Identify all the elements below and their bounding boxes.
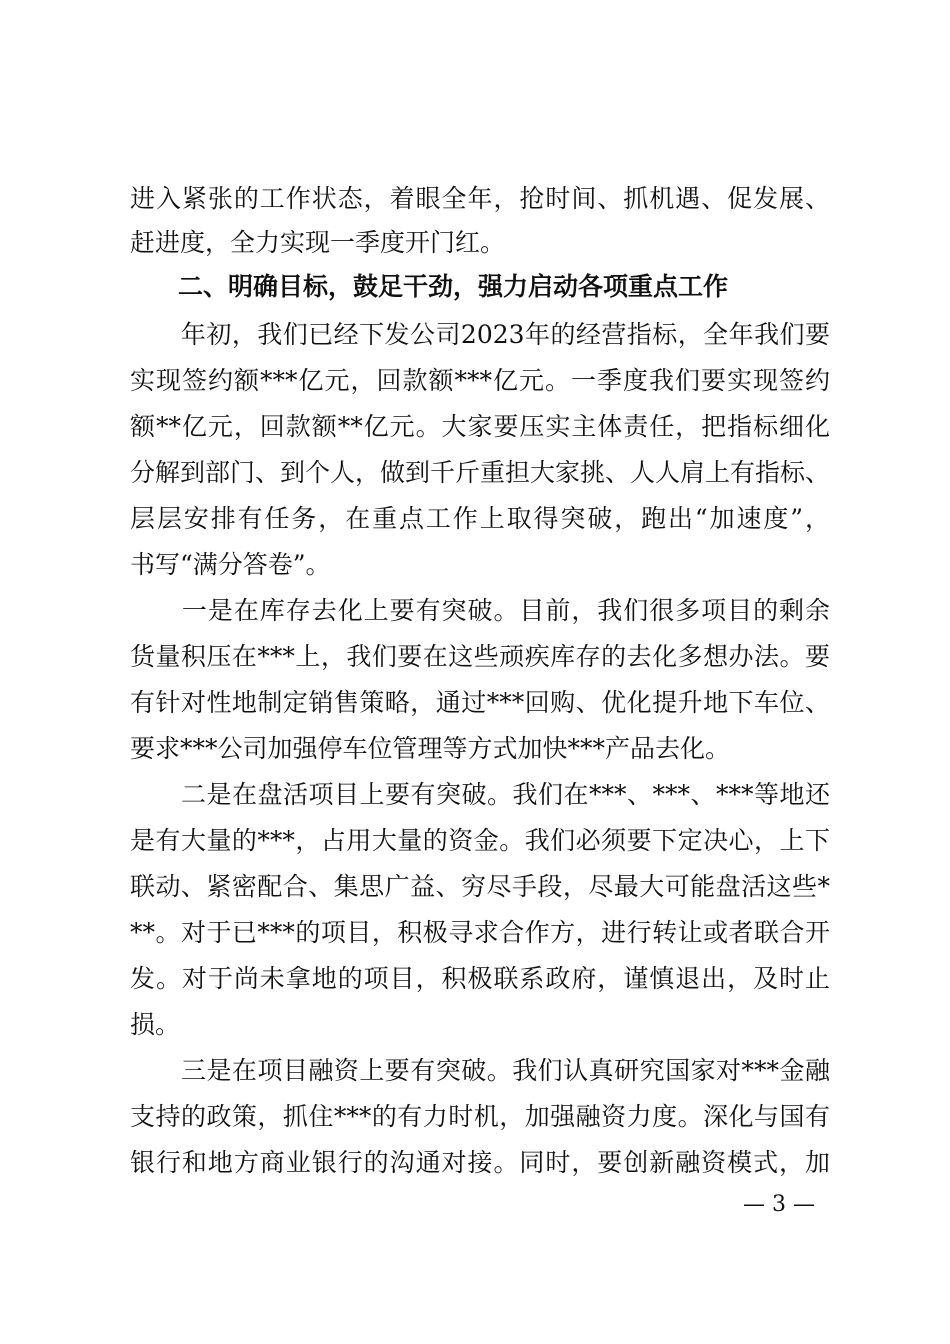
text-line-2: 赶进度，全力实现一季度开门红。 bbox=[130, 228, 506, 257]
text-line-5: 额**亿元，回款额**亿元。大家要压实主体责任，把指标细化 bbox=[130, 412, 830, 441]
section-heading: 二、明确目标，鼓足干劲，强力启动各项重点工作 bbox=[178, 272, 729, 301]
text-line-13: 二是在盘活项目上要有突破。我们在***、***、***等地还 bbox=[130, 780, 830, 809]
text-line-1: 进入紧张的工作状态，着眼全年，抢时间、抓机遇、促发展、 bbox=[130, 184, 830, 213]
text-line-10: 货量积压在***上，我们要在这些顽疾库存的去化多想办法。要 bbox=[130, 642, 830, 671]
text-line-14: 是有大量的***，占用大量的资金。我们必须要下定决心，上下 bbox=[130, 826, 830, 855]
text-line-17: 发。对于尚未拿地的项目，积极联系政府，谨慎退出，及时止 bbox=[130, 964, 830, 993]
text-line-9: 一是在库存去化上要有突破。目前，我们很多项目的剩余 bbox=[130, 596, 830, 625]
text-line-21: 银行和地方商业银行的沟通对接。同时，要创新融资模式，加 bbox=[130, 1148, 830, 1177]
text-line-12: 要求***公司加强停车位管理等方式加快***产品去化。 bbox=[130, 734, 731, 763]
page-number: — 3 — bbox=[743, 1192, 815, 1217]
text-line-20: 支持的政策，抓住***的有力时机，加强融资力度。深化与国有 bbox=[130, 1102, 830, 1131]
text-line-8: 书写“满分答卷”。 bbox=[130, 550, 331, 579]
text-line-3: 年初，我们已经下发公司2023年的经营指标，全年我们要 bbox=[130, 320, 830, 349]
text-line-18: 损。 bbox=[130, 1010, 181, 1039]
text-line-19: 三是在项目融资上要有突破。我们认真研究国家对***金融 bbox=[130, 1056, 830, 1085]
text-line-6: 分解到部门、到个人，做到千斤重担大家挑、人人肩上有指标、 bbox=[130, 458, 831, 487]
text-line-16: **。对于已***的项目，积极寻求合作方，进行转让或者联合开 bbox=[130, 918, 830, 947]
text-line-4: 实现签约额***亿元，回款额***亿元。一季度我们要实现签约 bbox=[130, 366, 830, 395]
text-line-7: 层层安排有任务，在重点工作上取得突破，跑出“加速度”， bbox=[130, 504, 830, 533]
text-line-11: 有针对性地制定销售策略，通过***回购、优化提升地下车位、 bbox=[130, 688, 830, 717]
text-line-15: 联动、紧密配合、集思广益、穷尽手段，尽最大可能盘活这些* bbox=[130, 872, 830, 901]
